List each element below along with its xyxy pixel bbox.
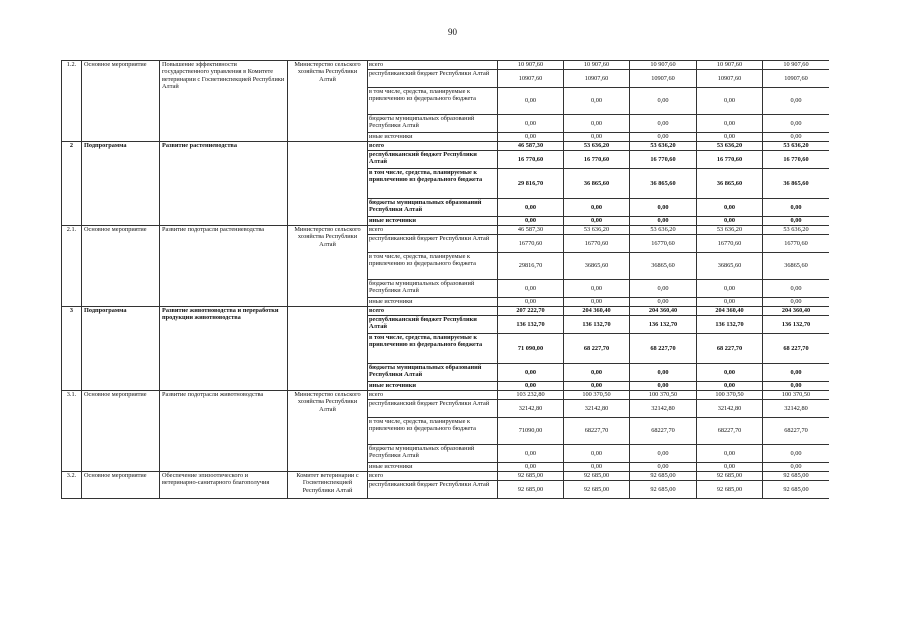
amount-cell: 16770,60: [697, 235, 763, 253]
amount-cell: 32142,80: [498, 400, 564, 418]
amount-cell: 0,00: [564, 88, 630, 115]
amount-cell: 204 360,40: [763, 307, 830, 316]
amount-cell: 29816,70: [498, 253, 564, 280]
amount-cell: 0,00: [564, 463, 630, 472]
amount-cell: 53 636,20: [697, 142, 763, 151]
amount-cell: 10 907,60: [763, 61, 830, 70]
amount-cell: 100 370,50: [763, 391, 830, 400]
amount-cell: 0,00: [630, 133, 697, 142]
funding-source-label: всего: [368, 142, 498, 151]
funding-source-label: в том числе, средства, планируемые к привлечению из федерального бюджета: [368, 334, 498, 364]
amount-cell: 53 636,20: [763, 226, 830, 235]
amount-cell: 36 865,60: [697, 169, 763, 199]
funding-source-label: республиканский бюджет Республики Алтай: [368, 151, 498, 169]
amount-cell: 0,00: [697, 298, 763, 307]
amount-cell: 16770,60: [763, 235, 830, 253]
amount-cell: 68227,70: [630, 418, 697, 445]
row-code: 1.2.: [62, 61, 82, 142]
amount-cell: 10 907,60: [564, 61, 630, 70]
amount-cell: 0,00: [763, 88, 830, 115]
funding-source-label: бюджеты муниципальных образований Республики Алтай: [368, 364, 498, 382]
amount-cell: 92 685,00: [564, 472, 630, 481]
amount-cell: 68 227,70: [630, 334, 697, 364]
funding-source-label: иные источники: [368, 463, 498, 472]
amount-cell: 136 132,70: [697, 316, 763, 334]
amount-cell: 36865,60: [763, 253, 830, 280]
funding-source-label: всего: [368, 61, 498, 70]
funding-source-label: всего: [368, 391, 498, 400]
amount-cell: 0,00: [697, 88, 763, 115]
amount-cell: 16 770,60: [697, 151, 763, 169]
amount-cell: 92 685,00: [697, 472, 763, 481]
amount-cell: 92 685,00: [763, 472, 830, 481]
funding-source-label: бюджеты муниципальных образований Республики Алтай: [368, 445, 498, 463]
amount-cell: 68 227,70: [564, 334, 630, 364]
amount-cell: 10 907,60: [630, 61, 697, 70]
row-code: 2: [62, 142, 82, 226]
amount-cell: 29 816,70: [498, 169, 564, 199]
budget-table-container: [61, 60, 829, 565]
funding-source-label: иные источники: [368, 382, 498, 391]
budget-table: [61, 60, 829, 499]
amount-cell: 0,00: [498, 217, 564, 226]
amount-cell: 0,00: [763, 364, 830, 382]
amount-cell: 53 636,20: [564, 226, 630, 235]
amount-cell: 10 907,60: [697, 61, 763, 70]
row-kind: Основное мероприятие: [82, 61, 160, 142]
amount-cell: 204 360,40: [697, 307, 763, 316]
amount-cell: 0,00: [564, 280, 630, 298]
budget-table-body: [62, 61, 830, 499]
amount-cell: 0,00: [564, 364, 630, 382]
funding-source-label: бюджеты муниципальных образований Республики Алтай: [368, 280, 498, 298]
row-code: 2.1.: [62, 226, 82, 307]
funding-source-label: всего: [368, 472, 498, 481]
amount-cell: 36 865,60: [564, 169, 630, 199]
amount-cell: 46 587,30: [498, 142, 564, 151]
amount-cell: 36865,60: [630, 253, 697, 280]
amount-cell: 0,00: [697, 463, 763, 472]
amount-cell: 0,00: [498, 364, 564, 382]
amount-cell: 0,00: [564, 133, 630, 142]
amount-cell: 0,00: [630, 364, 697, 382]
amount-cell: 0,00: [697, 445, 763, 463]
amount-cell: 0,00: [498, 199, 564, 217]
amount-cell: 0,00: [697, 382, 763, 391]
funding-source-label: бюджеты муниципальных образований Республики Алтай: [368, 199, 498, 217]
amount-cell: 0,00: [498, 280, 564, 298]
funding-source-label: бюджеты муниципальных образований Республики Алтай: [368, 115, 498, 133]
amount-cell: 0,00: [498, 133, 564, 142]
amount-cell: 0,00: [763, 133, 830, 142]
amount-cell: 46 587,30: [498, 226, 564, 235]
amount-cell: 0,00: [763, 298, 830, 307]
amount-cell: 16770,60: [498, 235, 564, 253]
amount-cell: 10907,60: [630, 70, 697, 88]
funding-source-label: в том числе, средства, планируемые к привлечению из федерального бюджета: [368, 418, 498, 445]
row-code: 3: [62, 307, 82, 391]
amount-cell: 0,00: [763, 445, 830, 463]
row-executor: Министерство сельского хозяйства Республики Алтай: [288, 391, 368, 472]
amount-cell: 204 360,40: [564, 307, 630, 316]
row-executor: [288, 307, 368, 391]
amount-cell: 53 636,20: [697, 226, 763, 235]
amount-cell: 92 685,00: [498, 481, 564, 499]
amount-cell: 0,00: [630, 382, 697, 391]
table-row: [62, 61, 830, 70]
amount-cell: 53 636,20: [763, 142, 830, 151]
funding-source-label: иные источники: [368, 133, 498, 142]
amount-cell: 36 865,60: [763, 169, 830, 199]
amount-cell: 92 685,00: [630, 481, 697, 499]
row-name: Развитие подотрасли растениеводства: [160, 226, 288, 307]
amount-cell: 0,00: [630, 445, 697, 463]
amount-cell: 53 636,20: [630, 226, 697, 235]
amount-cell: 0,00: [564, 115, 630, 133]
funding-source-label: иные источники: [368, 298, 498, 307]
amount-cell: 0,00: [697, 280, 763, 298]
amount-cell: 68227,70: [763, 418, 830, 445]
row-kind: Подпрограмма: [82, 142, 160, 226]
row-kind: Основное мероприятие: [82, 391, 160, 472]
funding-source-label: республиканский бюджет Республики Алтай: [368, 70, 498, 88]
amount-cell: 16 770,60: [630, 151, 697, 169]
amount-cell: 207 222,70: [498, 307, 564, 316]
amount-cell: 0,00: [630, 88, 697, 115]
table-row: [62, 226, 830, 235]
table-row: [62, 391, 830, 400]
amount-cell: 0,00: [630, 115, 697, 133]
amount-cell: 92 685,00: [564, 481, 630, 499]
amount-cell: 10907,60: [498, 70, 564, 88]
amount-cell: 0,00: [564, 298, 630, 307]
amount-cell: 92 685,00: [763, 481, 830, 499]
amount-cell: 71 090,00: [498, 334, 564, 364]
amount-cell: 92 685,00: [630, 472, 697, 481]
amount-cell: 10907,60: [763, 70, 830, 88]
amount-cell: 0,00: [498, 382, 564, 391]
amount-cell: 0,00: [697, 133, 763, 142]
row-executor: Министерство сельского хозяйства Республики Алтай: [288, 226, 368, 307]
amount-cell: 100 370,50: [697, 391, 763, 400]
amount-cell: 0,00: [763, 280, 830, 298]
funding-source-label: в том числе, средства, планируемые к привлечению из федерального бюджета: [368, 253, 498, 280]
amount-cell: 36865,60: [564, 253, 630, 280]
amount-cell: 36865,60: [697, 253, 763, 280]
amount-cell: 0,00: [697, 199, 763, 217]
amount-cell: 0,00: [498, 88, 564, 115]
funding-source-label: в том числе, средства, планируемые к привлечению из федерального бюджета: [368, 88, 498, 115]
amount-cell: 0,00: [630, 463, 697, 472]
amount-cell: 71090,00: [498, 418, 564, 445]
row-name: Развитие растениеводства: [160, 142, 288, 226]
funding-source-label: республиканский бюджет Республики Алтай: [368, 316, 498, 334]
row-name: Развитие животноводства и переработки продукции животноводства: [160, 307, 288, 391]
amount-cell: 136 132,70: [564, 316, 630, 334]
amount-cell: 32142,80: [697, 400, 763, 418]
funding-source-label: иные источники: [368, 217, 498, 226]
funding-source-label: всего: [368, 307, 498, 316]
row-kind: Основное мероприятие: [82, 226, 160, 307]
funding-source-label: всего: [368, 226, 498, 235]
amount-cell: 36 865,60: [630, 169, 697, 199]
amount-cell: 136 132,70: [630, 316, 697, 334]
table-row: [62, 472, 830, 481]
row-name: Обеспечение эпизоотического и ветеринарно-санитарного благополучия: [160, 472, 288, 499]
funding-source-label: республиканский бюджет Республики Алтай: [368, 400, 498, 418]
amount-cell: 0,00: [630, 217, 697, 226]
row-code: 3.2.: [62, 472, 82, 499]
amount-cell: 92 685,00: [498, 472, 564, 481]
amount-cell: 0,00: [564, 217, 630, 226]
table-row: [62, 142, 830, 151]
amount-cell: 16 770,60: [763, 151, 830, 169]
funding-source-label: республиканский бюджет Республики Алтай: [368, 235, 498, 253]
amount-cell: 68227,70: [564, 418, 630, 445]
row-kind: Подпрограмма: [82, 307, 160, 391]
amount-cell: 32142,80: [763, 400, 830, 418]
amount-cell: 32142,80: [630, 400, 697, 418]
amount-cell: 0,00: [763, 199, 830, 217]
amount-cell: 136 132,70: [763, 316, 830, 334]
amount-cell: 0,00: [697, 115, 763, 133]
amount-cell: 100 370,50: [630, 391, 697, 400]
amount-cell: 0,00: [763, 382, 830, 391]
amount-cell: 136 132,70: [498, 316, 564, 334]
amount-cell: 0,00: [498, 445, 564, 463]
amount-cell: 0,00: [630, 298, 697, 307]
amount-cell: 0,00: [763, 217, 830, 226]
amount-cell: 100 370,50: [564, 391, 630, 400]
amount-cell: 92 685,00: [697, 481, 763, 499]
amount-cell: 16770,60: [564, 235, 630, 253]
amount-cell: 53 636,20: [630, 142, 697, 151]
amount-cell: 103 232,80: [498, 391, 564, 400]
amount-cell: 68227,70: [697, 418, 763, 445]
row-name: Развитие подотрасли животноводства: [160, 391, 288, 472]
row-kind: Основное мероприятие: [82, 472, 160, 499]
amount-cell: 10 907,60: [498, 61, 564, 70]
funding-source-label: республиканский бюджет Республики Алтай: [368, 481, 498, 499]
amount-cell: 0,00: [763, 115, 830, 133]
amount-cell: 68 227,70: [763, 334, 830, 364]
amount-cell: 0,00: [564, 382, 630, 391]
row-name: Повышение эффективности государственного управления в Комитете ветеринарии с Госветинспекцией Республики Алтай: [160, 61, 288, 142]
amount-cell: 10907,60: [697, 70, 763, 88]
amount-cell: 16770,60: [630, 235, 697, 253]
amount-cell: 16 770,60: [498, 151, 564, 169]
amount-cell: 0,00: [498, 298, 564, 307]
amount-cell: 0,00: [763, 463, 830, 472]
amount-cell: 68 227,70: [697, 334, 763, 364]
row-code: 3.1.: [62, 391, 82, 472]
amount-cell: 16 770,60: [564, 151, 630, 169]
funding-source-label: в том числе, средства, планируемые к привлечению из федерального бюджета: [368, 169, 498, 199]
amount-cell: 0,00: [697, 364, 763, 382]
page-number: 90: [448, 27, 457, 37]
table-row: [62, 307, 830, 316]
amount-cell: 0,00: [564, 199, 630, 217]
row-executor: Министерство сельского хозяйства Республики Алтай: [288, 61, 368, 142]
amount-cell: 0,00: [498, 463, 564, 472]
row-executor: [288, 142, 368, 226]
amount-cell: 32142,80: [564, 400, 630, 418]
amount-cell: 204 360,40: [630, 307, 697, 316]
amount-cell: 53 636,20: [564, 142, 630, 151]
amount-cell: 0,00: [630, 280, 697, 298]
amount-cell: 0,00: [564, 445, 630, 463]
row-executor: Комитет ветеринарии с Госветинспекцией Республики Алтай: [288, 472, 368, 499]
amount-cell: 0,00: [498, 115, 564, 133]
amount-cell: 0,00: [697, 217, 763, 226]
amount-cell: 0,00: [630, 199, 697, 217]
amount-cell: 10907,60: [564, 70, 630, 88]
